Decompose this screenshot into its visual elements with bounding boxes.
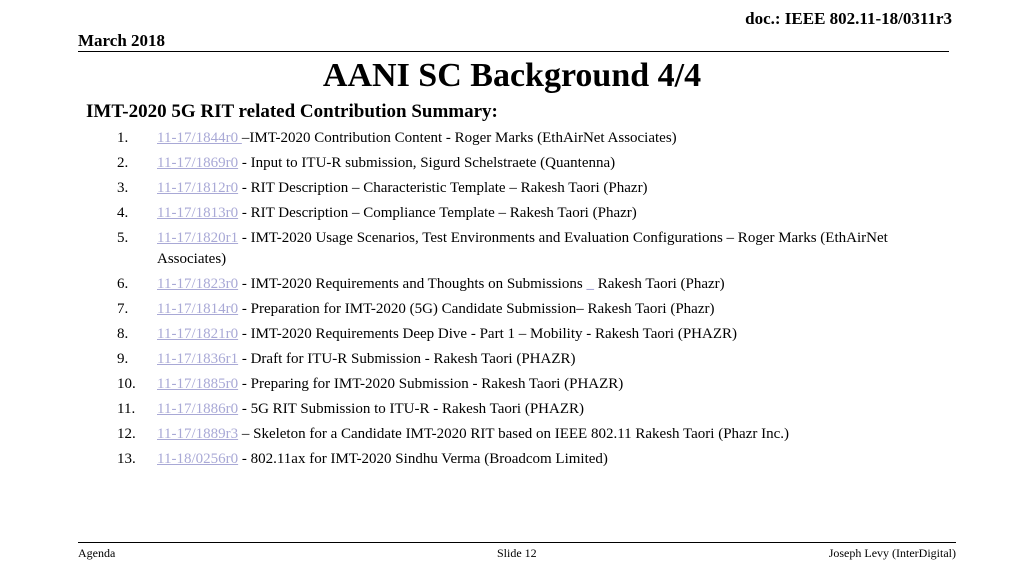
item-number: 10. [117,376,136,392]
item-number: 13. [117,451,136,467]
list-item [0,349,1024,370]
contribution-link[interactable]: 11-17/1886r0 [157,401,239,417]
item-description: - Preparation for IMT-2020 (5G) Candidate Submission– Rakesh Taori (Phazr) [238,301,715,317]
list-item [0,424,1024,445]
item-number: 8. [117,326,129,342]
item-number: 12. [117,426,136,442]
item-number: 5. [117,230,129,246]
item-number: 9. [117,351,129,367]
item-number: 3. [117,180,129,196]
header-divider [78,51,949,52]
list-item [0,324,1024,345]
list-item [0,203,1024,224]
contribution-link[interactable]: 11-17/1821r0 [157,326,239,342]
list-item [0,228,1024,270]
list-item [0,299,1024,320]
item-description: - Input to ITU-R submission, Sigurd Schelstraete (Quantenna) [238,155,616,171]
contribution-link[interactable]: 11-18/0256r0 [157,451,239,467]
item-number: 4. [117,205,129,221]
item-description: - 5G RIT Submission to ITU-R - Rakesh Taori (PHAZR) [238,401,584,417]
list-item [0,399,1024,420]
list-item [0,178,1024,199]
contribution-link[interactable]: 11-17/1812r0 [157,180,239,196]
item-number: 1. [117,130,129,146]
list-item [0,449,1024,470]
item-number: 2. [117,155,129,171]
doc-id: doc.: IEEE 802.11-18/0311r3 [745,9,952,28]
item-description: - IMT-2020 Usage Scenarios, Test Environments and Evaluation Configurations – Roger Marks (EthAirNet Associates) [157,230,888,267]
contribution-link[interactable]: 11-17/1885r0 [157,376,239,392]
contribution-link[interactable]: 11-17/1836r1 [157,351,239,367]
item-description: - RIT Description – Characteristic Template – Rakesh Taori (Phazr) [238,180,648,196]
item-description: - 802.11ax for IMT-2020 Sindhu Verma (Broadcom Limited) [238,451,608,467]
contribution-link[interactable]: 11-17/1814r0 [157,301,239,317]
list-item [0,153,1024,174]
list-item [0,128,1024,149]
item-number: 11. [117,401,136,417]
item-number: 6. [117,276,129,292]
item-description-author: Rakesh Taori (Phazr) [593,276,725,292]
contribution-list [0,128,1024,474]
footer-agenda: Agenda [78,546,116,560]
item-description: - IMT-2020 Requirements Deep Dive - Part 1 – Mobility - Rakesh Taori (PHAZR) [238,326,737,342]
item-description: –IMT-2020 Contribution Content - Roger Marks (EthAirNet Associates) [241,130,677,146]
underscore-link[interactable]: _ [586,276,594,292]
list-item [0,374,1024,395]
item-description: - Preparing for IMT-2020 Submission - Rakesh Taori (PHAZR) [238,376,624,392]
contribution-link[interactable]: 11-17/1823r0 [157,276,239,292]
contribution-link[interactable]: 11-17/1889r3 [157,426,239,442]
item-description: – Skeleton for a Candidate IMT-2020 RIT based on IEEE 802.11 Rakesh Taori (Phazr Inc.) [238,426,790,442]
item-description: - IMT-2020 Requirements and Thoughts on Submissions [238,276,587,292]
contribution-link[interactable]: 11-17/1844r0 [157,130,242,146]
slide-number: Slide 12 [497,546,537,560]
contribution-link[interactable]: 11-17/1813r0 [157,205,239,221]
item-description: - RIT Description – Compliance Template – Rakesh Taori (Phazr) [238,205,637,221]
footer-author: Joseph Levy (InterDigital) [828,546,956,560]
slide-date: March 2018 [78,31,166,50]
item-description: - Draft for ITU-R Submission - Rakesh Taori (PHAZR) [238,351,576,367]
contribution-link[interactable]: 11-17/1820r1 [157,230,239,246]
item-number: 7. [117,301,129,317]
list-item [0,274,1024,295]
contribution-summary-heading: IMT-2020 5G RIT related Contribution Summary: [86,101,498,122]
slide-title: AANI SC Background 4/4 [322,57,702,94]
contribution-link[interactable]: 11-17/1869r0 [157,155,239,171]
footer-divider [78,542,956,543]
